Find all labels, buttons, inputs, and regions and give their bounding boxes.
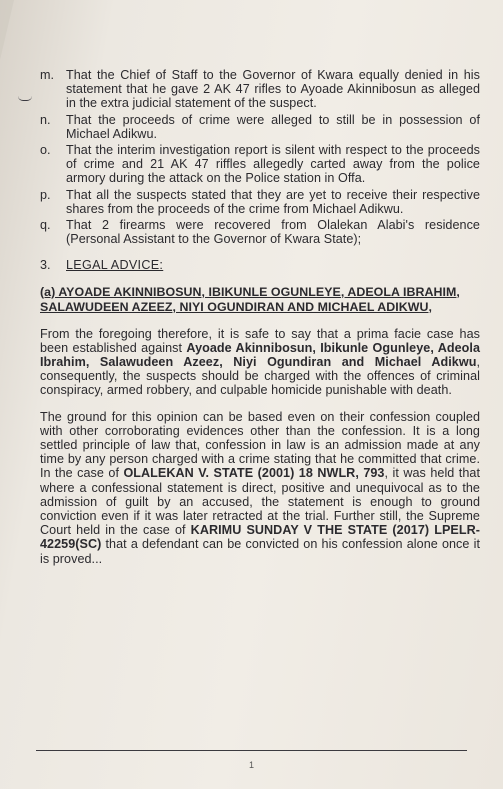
handwritten-tick-mark <box>18 96 32 101</box>
paragraph-prima-facie <box>40 327 480 398</box>
section-heading <box>40 258 480 272</box>
list-item-p <box>40 188 480 216</box>
list-marker: o. <box>40 143 51 158</box>
para-text: , consequently, the suspects should be charged with the offences of criminal conspiracy, armed robbery, and culpable homicide punishable with death. <box>40 355 480 398</box>
list-item-text: That the Chief of Staff to the Governor of Kwara equally denied in his statement that he gave 2 AK 47 rifles to Ayoade Akinnibosun as alleged in the extra judicial statement of the suspect. <box>66 68 480 111</box>
list-marker: q. <box>40 218 51 233</box>
list-item-q <box>40 218 480 246</box>
document-body <box>40 68 480 578</box>
list-marker: m. <box>40 68 55 82</box>
suspect-names: Ayoade Akinnibosun, Ibikunle Ogunleye, Adeola Ibrahim, Salawudeen Azeez, Niyi Ogundiran and Michael Adikwu <box>40 340 480 370</box>
list-item-text: That 2 firearms were recovered from Olalekan Alabi's residence (Personal Assistant to the Governor of Kwara State); <box>66 218 480 247</box>
list-item-m <box>40 68 480 111</box>
page-number: 1 <box>248 760 254 770</box>
para-text: that a defendant can be convicted on his confession alone once it is proved... <box>40 537 480 566</box>
case-citation: KARIMU SUNDAY V THE STATE (2017) LPELR-42259(SC) <box>40 523 480 552</box>
list-item-n <box>40 113 480 141</box>
footer-rule <box>36 750 467 751</box>
list-item-text: That the interim investigation report is silent with respect to the proceeds of crime and 21 AK 47 riffles allegedly carted away from the police armory during the attack on the Police station in Offa. <box>66 143 480 186</box>
list-item-o <box>40 143 480 186</box>
list-marker: n. <box>40 112 51 127</box>
page-corner-shadow <box>0 0 14 60</box>
para-text: From the foregoing therefore, it is safe to say that a prima facie case has been established against <box>40 326 480 355</box>
list-marker: p. <box>40 187 51 202</box>
case-citation: OLALEKAN V. STATE (2001) 18 NWLR, 793 <box>123 466 385 481</box>
para-text: , it was held that where a confessional statement is direct, positive and unequivocal as to the admission of guilt by an accused, the statement is enough to ground conviction even if it was later retracted at the trial. Further still, the Supreme Court held in the case of <box>40 466 480 538</box>
paragraph-confession <box>40 410 480 566</box>
para-text: The ground for this opinion can be based even on their confession coupled with other corroborating evidences other than the confession. It is a long settled principle of law that, confession in law is an admission made at any time by any person charged with a crime stating that he committed that crime. In the case of <box>40 409 480 481</box>
section-title: LEGAL ADVICE: <box>66 258 164 273</box>
list-item-text: That all the suspects stated that they are yet to receive their respective shares from the proceeds of the crime from Michael Adikwu. <box>66 187 480 216</box>
section-number: 3. <box>40 258 51 273</box>
sub-heading: (a) AYOADE AKINNIBOSUN, IBIKUNLE OGUNLEYE, ADEOLA IBRAHIM, SALAWUDEEN AZEEZ, NIYI OGUNDIRAN AND MICHAEL ADIKWU, <box>40 284 460 314</box>
list-item-text: That the proceeds of crime were alleged to still be in possession of Michael Adikwu. <box>66 112 480 141</box>
